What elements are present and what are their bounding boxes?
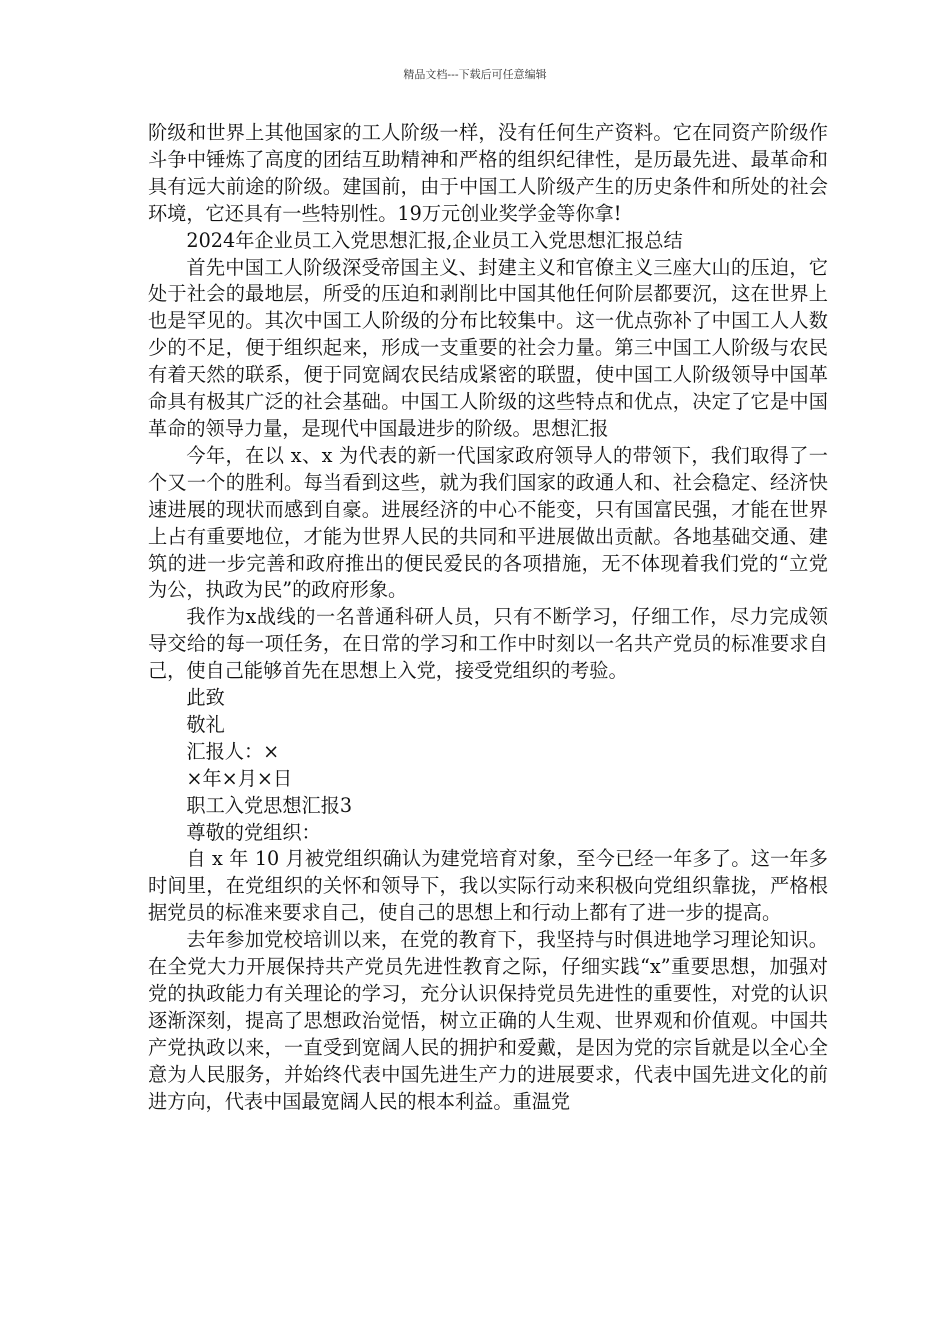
paragraph-title: 2024年企业员工入党思想汇报,企业员工入党思想汇报总结 (186, 228, 683, 252)
closing-line: 敬礼 (186, 712, 225, 736)
paragraph: 自 x 年 10 月被党组织确认为建党培育对象，至今已经一年多了。这一年多时间里，在党组织的关怀和领导下，我以实际行动来积极向党组织靠拢，严格根据党员的标准来要求自己，使自己的思想上和行动上都有了进一步的提高。 (148, 847, 828, 925)
paragraph: 去年参加党校培训以来，在党的教育下，我坚持与时俱进地学习理论知识。在全党大力开展保持共产党员先进性教育之际，仔细实践“x”重要思想，加强对党的执政能力有关理论的学习，充分认识保持党员先进性的重要性，对党的认识逐渐深刻，提高了思想政治觉悟，树立正确的人生观、世界观和价值观。中国共产党执政以来，一直受到宽阔人民的拥护和爱戴，是因为党的宗旨就是以全心全意为人民服务，并始终代表中国先进生产力的进展要求，代表中国先进文化的前进方向，代表中国最宽阔人民的根本利益。重温党 (148, 928, 828, 1113)
paragraph: 首先中国工人阶级深受帝国主义、封建主义和官僚主义三座大山的压迫，它处于社会的最地层，所受的压迫和剥削比中国其他任何阶层都要沉，这在世界上也是罕见的。其次中国工人阶级的分布比较集中。这一优点弥补了中国工人人数少的不足，便于组织起来，形成一支重要的社会力量。第三中国工人阶级与农民有着天然的联系，便于同宽阔农民结成紧密的联盟，使中国工人阶级领导中国革命具有极其广泛的社会基础。中国工人阶级的这些特点和优点，决定了它是中国革命的领导力量，是现代中国最进步的阶级。思想汇报 (148, 255, 828, 440)
paragraph: 今年，在以 x、x 为代表的新一代国家政府领导人的带领下，我们取得了一个又一个的胜利。每当看到这些，就为我们国家的政通人和、社会稳定、经济快速进展的现状而感到自豪。进展经济的中心不能变，只有国富民强，才能在世界上占有重要地位，才能为世界人民的共同和平进展做出贡献。各地基础交通、建筑的进一步完善和政府推出的便民爱民的各项措施，无不体现着我们党的“立党为公，执政为民”的政府形象。 (148, 443, 828, 602)
salutation: 尊敬的党组织： (186, 820, 321, 844)
section-title: 职工入党思想汇报3 (186, 793, 353, 817)
document-body (148, 120, 828, 1116)
closing-line: 此致 (186, 686, 225, 710)
date-line: ×年×月×日 (186, 766, 293, 790)
paragraph: 阶级和世界上其他国家的工人阶级一样，没有任何生产资料。它在同资产阶级作斗争中锤炼了高度的团结互助精神和严格的组织纪律性，是历最先进、最革命和具有远大前途的阶级。建国前，由于中国工人阶级产生的历史条件和所处的社会环境，它还具有一些特别性。19万元创业奖学金等你拿! (148, 121, 828, 225)
page-header: 精品文档---下载后可任意编辑 (403, 68, 547, 81)
signature-line: 汇报人：× (186, 739, 280, 763)
paragraph: 我作为x战线的一名普通科研人员，只有不断学习，仔细工作，尽力完成领导交给的每一项任务，在日常的学习和工作中时刻以一名共产党员的标准要求自己，使自己能够首先在思想上入党，接受党组织的考验。 (148, 605, 828, 683)
